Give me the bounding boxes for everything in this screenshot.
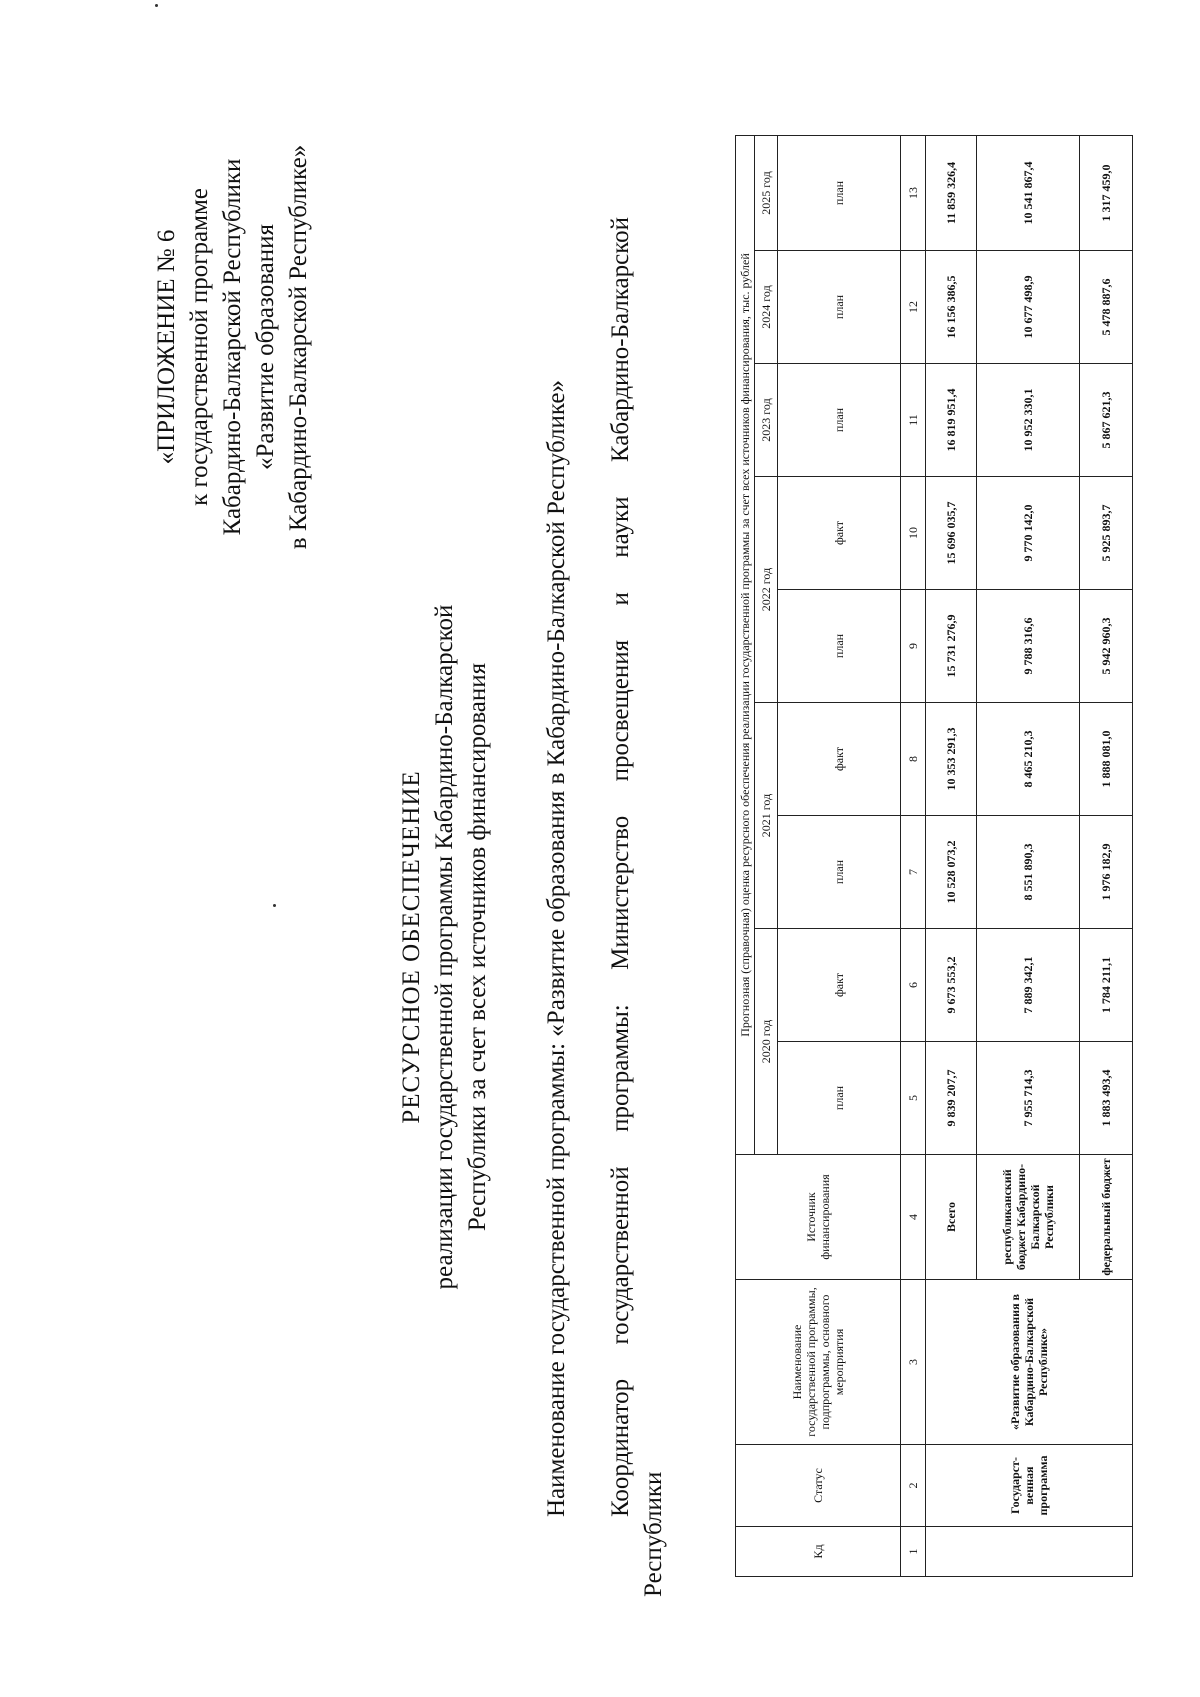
header-year: 2023 год — [755, 364, 778, 477]
header-year: 2024 год — [755, 251, 778, 364]
value-cell: 7 955 714,3 — [977, 1042, 1080, 1155]
column-number: 6 — [901, 929, 926, 1042]
header-year: 2025 год — [755, 136, 778, 251]
value-cell: 9 770 142,0 — [977, 477, 1080, 590]
program-name: Наименование государственной программы: «Развитие образования в Кабардино-Балкарской Республике» — [543, 379, 570, 1517]
coordinator-word: науки — [607, 496, 634, 558]
source-cell: Всего — [926, 1155, 977, 1280]
coordinator-word: и — [607, 592, 634, 606]
appendix-line: «Развитие образования — [252, 223, 279, 471]
column-number: 2 — [901, 1445, 926, 1527]
appendix-line: «ПРИЛОЖЕНИЕ № 6 — [153, 229, 180, 465]
coordinator-word: просвещения — [607, 639, 634, 782]
value-cell: 5 942 960,3 — [1080, 590, 1133, 703]
column-number: 5 — [901, 1042, 926, 1155]
column-number: 7 — [901, 816, 926, 929]
appendix-line: к государственной программе — [186, 188, 213, 506]
value-cell: 9 839 207,7 — [926, 1042, 977, 1155]
header-plan: план — [778, 364, 901, 477]
header-fact: факт — [778, 477, 901, 590]
coordinator-word: Координатор — [607, 1378, 634, 1517]
status-cell: Государст-венная программа — [926, 1445, 1133, 1527]
coordinator-word: Кабардино-Балкарской — [607, 217, 634, 463]
source-cell: федеральный бюджет — [1080, 1155, 1133, 1280]
header-year: 2020 год — [755, 929, 778, 1155]
value-cell: 10 541 867,4 — [977, 136, 1080, 251]
column-number: 13 — [901, 136, 926, 251]
scan-speck — [273, 904, 276, 907]
header-fact: факт — [778, 703, 901, 816]
value-cell: 8 551 890,3 — [977, 816, 1080, 929]
header-plan: план — [778, 816, 901, 929]
value-cell: 1 976 182,9 — [1080, 816, 1133, 929]
header-status: Статус — [736, 1445, 901, 1527]
column-number: 4 — [901, 1155, 926, 1280]
value-cell: 15 731 276,9 — [926, 590, 977, 703]
value-cell: 10 353 291,3 — [926, 703, 977, 816]
coordinator-word: государственной — [607, 1166, 634, 1345]
header-estimate: Прогнозная (справочная) оценка ресурсного обеспечения реализации государственной программы за счет всех источников финансирования, тыс. рублей — [736, 136, 755, 1155]
value-cell: 5 925 893,7 — [1080, 477, 1133, 590]
column-number: 11 — [901, 364, 926, 477]
coordinator-word: программы: — [607, 1004, 634, 1132]
financing-table — [735, 135, 1133, 1577]
header-year: 2021 год — [755, 703, 778, 929]
kbk-cell — [926, 1527, 1133, 1577]
value-cell: 9 788 316,6 — [977, 590, 1080, 703]
column-number: 1 — [901, 1527, 926, 1577]
header-name: Наименование государственной программы, подпрограммы, основного мероприятия — [736, 1280, 901, 1445]
value-cell: 5 867 621,3 — [1080, 364, 1133, 477]
value-cell: 1 883 493,4 — [1080, 1042, 1133, 1155]
header-plan: план — [778, 590, 901, 703]
header-kbk: Кд — [736, 1527, 901, 1577]
value-cell: 5 478 887,6 — [1080, 251, 1133, 364]
value-cell: 1 317 459,0 — [1080, 136, 1133, 251]
column-number: 12 — [901, 251, 926, 364]
header-fact: факт — [778, 929, 901, 1042]
value-cell: 7 889 342,1 — [977, 929, 1080, 1042]
column-number: 10 — [901, 477, 926, 590]
header-plan: план — [778, 136, 901, 251]
header-plan: план — [778, 1042, 901, 1155]
value-cell: 10 528 073,2 — [926, 816, 977, 929]
source-cell: республиканский бюджет Кабардино-Балкарской Республики — [977, 1155, 1080, 1280]
appendix-header — [150, 97, 315, 597]
value-cell: 8 465 210,3 — [977, 703, 1080, 816]
column-number: 9 — [901, 590, 926, 703]
value-cell: 16 819 951,4 — [926, 364, 977, 477]
table-row — [926, 136, 977, 1577]
value-cell: 11 859 326,4 — [926, 136, 977, 251]
appendix-line: Кабардино-Балкарской Республики — [219, 158, 246, 536]
coordinator-word: Министерство — [607, 815, 634, 970]
column-number-row — [901, 136, 926, 1577]
header-plan: план — [778, 251, 901, 364]
title-line: реализации государственной программы Кабардино-Балкарской — [431, 604, 458, 1290]
coordinator-continuation: Республики — [640, 1471, 667, 1597]
title-line: Республики за счет всех источников финансирования — [464, 662, 491, 1232]
column-number: 8 — [901, 703, 926, 816]
header-source: Источник финансирования — [736, 1155, 901, 1280]
value-cell: 15 696 035,7 — [926, 477, 977, 590]
header-year: 2022 год — [755, 477, 778, 703]
value-cell: 10 677 498,9 — [977, 251, 1080, 364]
value-cell: 16 156 386,5 — [926, 251, 977, 364]
appendix-line: в Кабардино-Балкарской Республике» — [285, 144, 312, 550]
title-line: РЕСУРСНОЕ ОБЕСПЕЧЕНИЕ — [398, 770, 425, 1124]
value-cell: 9 673 553,2 — [926, 929, 977, 1042]
value-cell: 1 888 081,0 — [1080, 703, 1133, 816]
value-cell: 1 784 211,1 — [1080, 929, 1133, 1042]
program-cell: «Развитие образования в Кабардино-Балкарской Республике» — [926, 1280, 1133, 1445]
value-cell: 10 952 330,1 — [977, 364, 1080, 477]
document-title — [395, 347, 494, 1547]
coordinator-line — [604, 217, 637, 1517]
column-number: 3 — [901, 1280, 926, 1445]
scan-speck — [155, 4, 158, 7]
